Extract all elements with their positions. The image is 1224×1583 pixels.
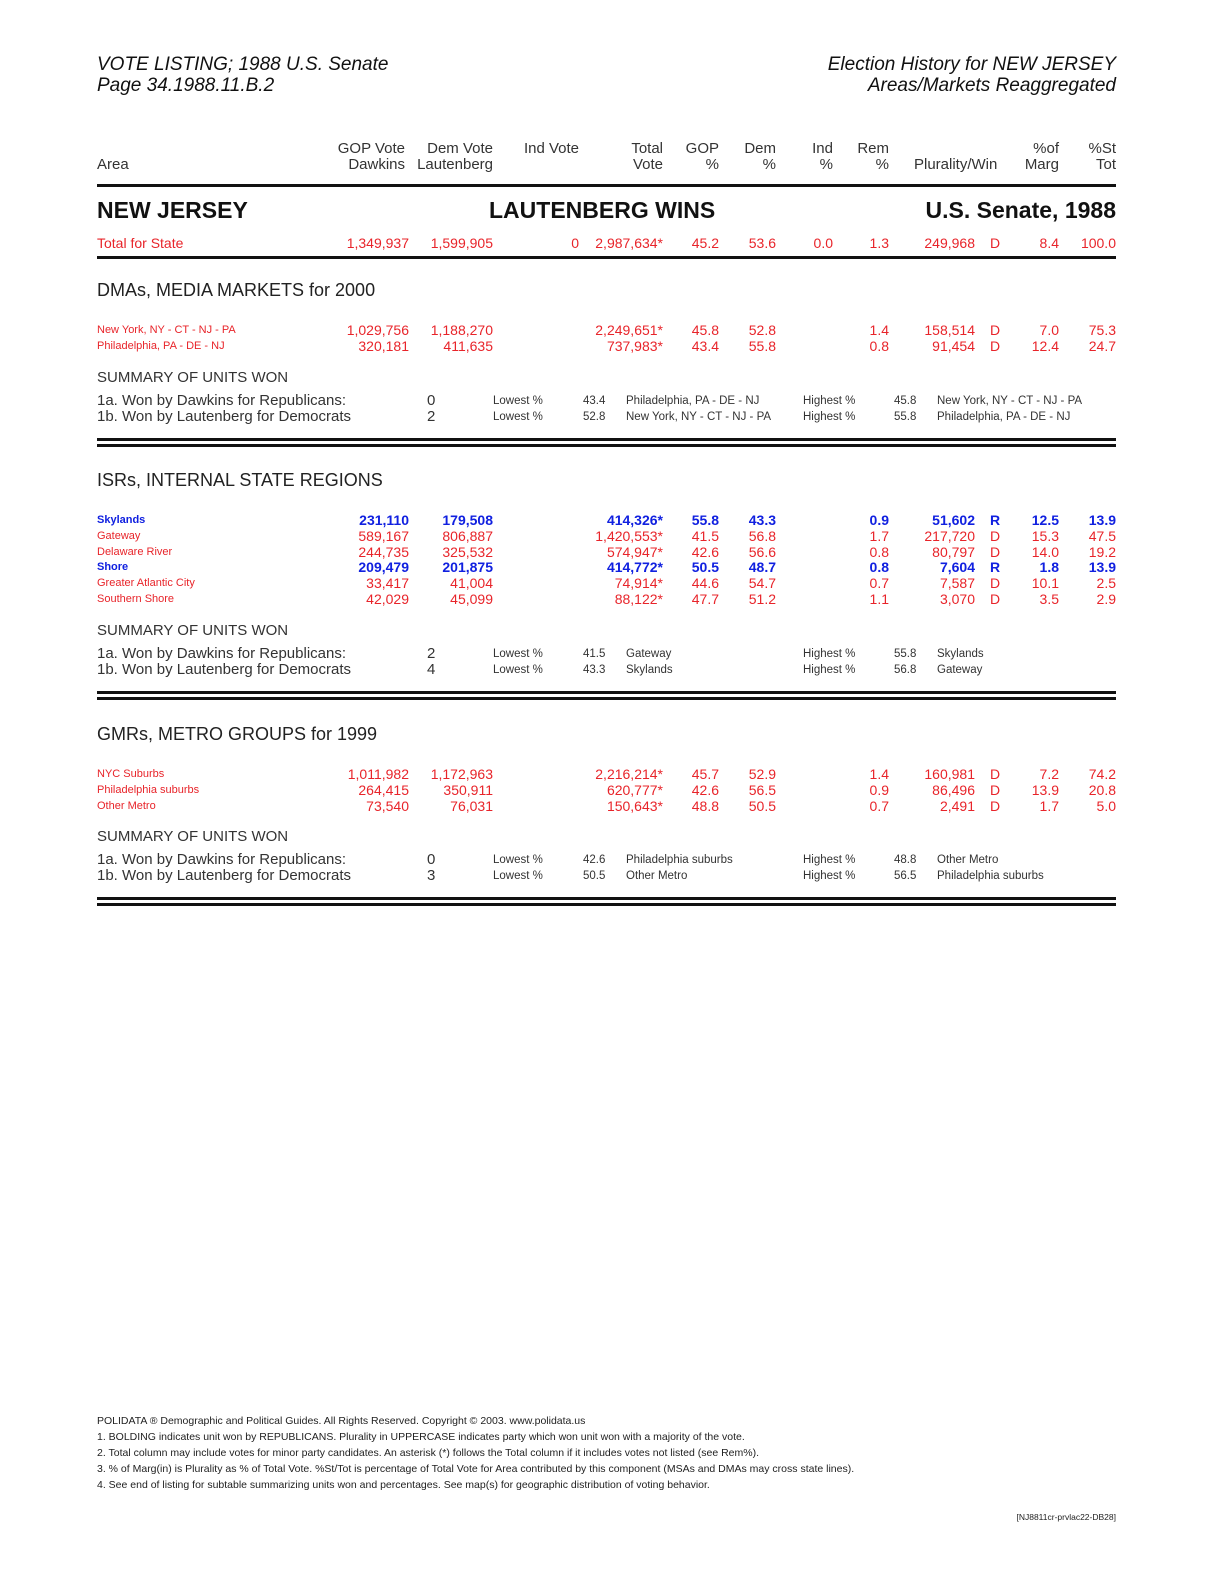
row-rem-pct: 1.3 (869, 235, 889, 251)
row-total: 2,249,651* (595, 322, 663, 338)
col-plurality: Plurality/Win (914, 156, 998, 173)
row-total: 620,777* (606, 781, 663, 798)
summary-label: 1a. Won by Dawkins for Republicans: (97, 644, 347, 662)
table-row (97, 576, 1116, 592)
row-total: 150,643* (606, 797, 663, 814)
row-gop-pct: 43.4 (691, 337, 719, 354)
report-title: VOTE LISTING; 1988 U.S. Senate (97, 54, 389, 75)
row-ind-vote: 0 (571, 235, 579, 251)
row-gop-pct: 41.5 (691, 527, 719, 544)
row-win: D (990, 235, 1001, 251)
row-dem-pct: 56.5 (748, 781, 776, 798)
row-area: NYC Suburbs (97, 768, 165, 780)
row-marg: 13.9 (1031, 781, 1059, 798)
row-gop-pct: 45.2 (691, 235, 719, 251)
row-plurality: 91,454 (932, 337, 975, 354)
row-gop-pct: 42.6 (691, 781, 719, 798)
header-left (97, 54, 388, 96)
section-title: ISRs, INTERNAL STATE REGIONS (97, 470, 383, 490)
summary-highest-value: 45.8 (894, 394, 917, 407)
row-plurality: 158,514 (924, 322, 975, 338)
row-plurality: 160,981 (924, 766, 975, 782)
row-gop: 42,029 (366, 591, 409, 607)
row-area: Philadelphia suburbs (97, 783, 200, 796)
row-dem-pct: 56.8 (748, 527, 776, 544)
table-row (97, 767, 1116, 783)
row-gop-pct: 55.8 (691, 512, 719, 528)
row-area: Shore (97, 561, 129, 574)
row-rem-pct: 1.4 (869, 322, 889, 338)
row-gop: 589,167 (358, 527, 409, 544)
row-dem: 1,188,270 (430, 322, 493, 338)
summary-count: 0 (427, 391, 436, 409)
summary-lowest-value: 43.4 (583, 394, 606, 407)
row-rem-pct: 0.7 (869, 797, 889, 814)
summary-count: 4 (427, 660, 436, 678)
summary-lowest-label: Lowest % (493, 647, 543, 660)
summary-lowest-area: Philadelphia suburbs (626, 854, 733, 867)
row-total: 574,947* (606, 543, 663, 560)
row-dem: 76,031 (450, 797, 493, 814)
row-win: R (990, 559, 1001, 576)
section-divider (97, 444, 1116, 447)
row-win: D (990, 322, 1001, 338)
summary-lowest-area: Gateway (626, 647, 672, 660)
row-plurality: 3,070 (939, 591, 975, 607)
row-gop: 73,540 (366, 797, 409, 814)
row-gop-vote: 1,349,937 (346, 235, 409, 251)
header-rule (97, 184, 1116, 187)
state-total-rule (97, 256, 1116, 259)
row-dem: 41,004 (450, 575, 493, 592)
row-gop-pct: 50.5 (691, 559, 719, 576)
row-dem-pct: 56.6 (748, 543, 776, 560)
row-dem: 45,099 (450, 591, 493, 607)
row-rem-pct: 1.7 (869, 527, 889, 544)
summary-highest-area: Philadelphia suburbs (937, 870, 1044, 883)
row-tot: 19.2 (1088, 543, 1116, 560)
row-win: D (990, 797, 1001, 814)
footer-note-1: 1. BOLDING indicates unit won by REPUBLICANS. Plurality in UPPERCASE indicates party which won unit won with a majority of the vote. (97, 1431, 745, 1443)
col-gop-pct: GOP % (685, 140, 719, 173)
summary-lowest-value: 52.8 (583, 410, 606, 423)
row-tot: 2.9 (1096, 591, 1116, 607)
areas-subtitle: Areas/Markets Reaggregated (867, 75, 1116, 96)
banner-state: NEW JERSEY (97, 197, 248, 223)
summary-highest-label: Highest % (803, 870, 856, 883)
row-area: Gateway (97, 529, 141, 542)
row-win: R (990, 512, 1001, 528)
summary-lowest-label: Lowest % (493, 663, 543, 676)
row-rem-pct: 1.4 (869, 766, 889, 782)
row-gop-pct: 48.8 (691, 797, 719, 814)
summary-highest-value: 55.8 (894, 647, 917, 660)
state-history-title: Election History for NEW JERSEY (827, 54, 1116, 75)
row-marg: 1.7 (1039, 797, 1059, 814)
summary-lowest-label: Lowest % (493, 870, 543, 883)
row-dem: 411,635 (443, 337, 493, 354)
row-dem-vote: 1,599,905 (430, 235, 493, 251)
row-dem-pct: 52.8 (748, 322, 776, 338)
summary-title: SUMMARY OF UNITS WON (97, 828, 289, 846)
row-dem-pct: 53.6 (748, 235, 776, 251)
col-gop-vote: GOP Vote Dawkins (337, 140, 405, 173)
row-dem-pct: 51.2 (748, 591, 776, 607)
row-plurality: 7,604 (939, 559, 975, 576)
row-area: Delaware River (97, 545, 173, 558)
state-total-row (97, 236, 1116, 252)
summary-highest-label: Highest % (803, 647, 856, 660)
table-row (97, 545, 1116, 561)
footer-code: [NJ8811cr-prvlac22-DB28] (1016, 1512, 1116, 1522)
summary-highest-value: 56.8 (894, 663, 917, 676)
row-dem-pct: 52.9 (748, 766, 776, 782)
column-headers (97, 141, 1116, 181)
footer-note-3: 3. % of Marg(in) is Plurality as % of Total Vote. %St/Tot is percentage of Total Vote for Area contributed by this component (MSAs and DMAs may cross state lines). (97, 1463, 855, 1475)
row-tot: 5.0 (1096, 797, 1116, 814)
row-area: Total for State (97, 235, 184, 251)
row-tot: 13.9 (1088, 559, 1116, 576)
section-title: DMAs, MEDIA MARKETS for 2000 (97, 280, 376, 300)
summary-lowest-value: 41.5 (583, 647, 606, 660)
row-dem-pct: 43.3 (748, 512, 776, 528)
row-total: 414,326* (606, 512, 663, 528)
row-dem: 806,887 (442, 527, 493, 544)
row-total: 414,772* (606, 559, 663, 576)
row-total: 737,983* (606, 337, 663, 354)
summary-lowest-area: Other Metro (626, 870, 688, 883)
row-tot: 24.7 (1088, 337, 1116, 354)
row-win: D (990, 337, 1001, 354)
summary-highest-area: Skylands (937, 647, 984, 660)
row-rem-pct: 0.8 (869, 543, 889, 560)
row-plurality: 249,968 (924, 235, 975, 251)
summary-lowest-label: Lowest % (493, 394, 543, 407)
table-row (97, 592, 1116, 608)
summary-label: 1b. Won by Lautenberg for Democrats (97, 407, 352, 425)
row-dem-pct: 55.8 (748, 337, 776, 354)
row-dem: 179,508 (442, 512, 493, 528)
summary-label: 1b. Won by Lautenberg for Democrats (97, 867, 352, 885)
row-ind-pct: 0.0 (813, 235, 833, 251)
row-gop-pct: 44.6 (691, 575, 719, 592)
banner-race: U.S. Senate, 1988 (925, 197, 1116, 223)
summary-label: 1b. Won by Lautenberg for Democrats (97, 660, 352, 678)
table-row (97, 513, 1116, 529)
row-rem-pct: 0.8 (869, 337, 889, 354)
col-ind-vote: Ind Vote (523, 140, 579, 157)
row-gop: 231,110 (359, 512, 409, 528)
col-rem-pct: Rem % (857, 140, 889, 173)
col-marg: %of Marg (1024, 140, 1059, 173)
summary-lowest-value: 42.6 (583, 854, 606, 867)
row-tot: 74.2 (1088, 766, 1116, 782)
row-rem-pct: 1.1 (869, 591, 889, 607)
row-gop: 264,415 (358, 781, 409, 798)
row-gop: 320,181 (358, 337, 409, 354)
row-gop-pct: 47.7 (691, 591, 719, 607)
row-win: D (990, 575, 1001, 592)
col-dem-pct: Dem % (744, 140, 776, 173)
summary-highest-value: 56.5 (894, 870, 917, 883)
summary-label: 1a. Won by Dawkins for Republicans: (97, 391, 347, 409)
row-total-vote: 2,987,634* (595, 235, 663, 251)
row-total: 74,914* (614, 575, 663, 592)
row-gop-pct: 45.8 (691, 322, 719, 338)
row-rem-pct: 0.8 (869, 559, 889, 576)
row-area: Greater Atlantic City (97, 577, 195, 590)
summary-count: 2 (427, 644, 436, 662)
summary-lowest-label: Lowest % (493, 410, 543, 423)
row-win: D (990, 591, 1001, 607)
banner-winner: LAUTENBERG WINS (489, 197, 716, 223)
row-tot: 75.3 (1088, 322, 1116, 338)
row-area: Southern Shore (97, 593, 175, 605)
row-marg: 7.2 (1039, 766, 1059, 782)
row-plurality: 217,720 (924, 527, 975, 544)
row-marg: 10.1 (1031, 575, 1059, 592)
row-area: Philadelphia, PA - DE - NJ (97, 339, 225, 352)
row-win: D (990, 781, 1001, 798)
col-dem-vote: Dem Vote Lautenberg (417, 140, 493, 173)
section-divider (97, 691, 1116, 694)
row-dem: 350,911 (443, 781, 493, 798)
col-ind-pct: Ind % (812, 140, 833, 173)
summary-title: SUMMARY OF UNITS WON (97, 368, 289, 386)
row-rem-pct: 0.7 (869, 575, 889, 592)
row-marg: 1.8 (1039, 559, 1059, 576)
row-tot: 13.9 (1088, 512, 1116, 528)
row-win: D (990, 527, 1001, 544)
footer-note-4: 4. See end of listing for subtable summarizing units won and percentages. See map(s) for geographic distribution of voting behavior. (97, 1479, 710, 1491)
row-dem-pct: 48.7 (748, 559, 776, 576)
summary-highest-label: Highest % (803, 410, 856, 423)
table-row (97, 560, 1116, 576)
row-marg: 12.5 (1031, 512, 1059, 528)
row-dem: 1,172,963 (430, 766, 493, 782)
row-gop: 1,029,756 (346, 322, 409, 338)
row-gop: 33,417 (366, 575, 409, 592)
header-right (828, 54, 1116, 96)
row-marg: 7.0 (1039, 322, 1059, 338)
summary-highest-label: Highest % (803, 394, 856, 407)
row-total: 2,216,214* (595, 766, 663, 782)
col-area: Area (97, 156, 129, 173)
row-win: D (990, 543, 1001, 560)
row-plurality: 2,491 (939, 797, 975, 814)
page-number: Page 34.1988.11.B.2 (97, 75, 275, 96)
row-plurality: 51,602 (932, 512, 975, 528)
section-divider (97, 903, 1116, 906)
summary-highest-area: Other Metro (937, 854, 999, 867)
summary-lowest-area: Philadelphia, PA - DE - NJ (626, 394, 760, 407)
summary-count: 2 (427, 407, 436, 425)
row-dem: 201,875 (442, 559, 493, 576)
row-gop-pct: 45.7 (691, 766, 719, 782)
row-marg: 8.4 (1039, 235, 1059, 251)
footer-note-2: 2. Total column may include votes for minor party candidates. An asterisk (*) follows the Total column if it includes votes not listed (see Rem%). (97, 1447, 759, 1459)
summary-count: 3 (427, 867, 436, 885)
section-title: GMRs, METRO GROUPS for 1999 (97, 724, 378, 744)
summary-lowest-value: 50.5 (583, 870, 606, 883)
summary-highest-area: New York, NY - CT - NJ - PA (937, 394, 1083, 407)
summary-lowest-label: Lowest % (493, 854, 543, 867)
summary-highest-label: Highest % (803, 663, 856, 676)
section-divider (97, 697, 1116, 700)
row-gop: 209,479 (358, 559, 409, 576)
row-tot: 100.0 (1080, 235, 1116, 251)
section-divider (97, 897, 1116, 900)
row-total: 88,122* (614, 591, 663, 607)
row-tot: 2.5 (1096, 575, 1116, 592)
row-rem-pct: 0.9 (869, 512, 889, 528)
row-gop: 1,011,982 (347, 766, 409, 782)
summary-highest-label: Highest % (803, 854, 856, 867)
footer-notes (97, 1413, 854, 1493)
col-tot: %St Tot (1088, 140, 1116, 173)
row-dem-pct: 54.7 (748, 575, 776, 592)
summary-highest-area: Gateway (937, 663, 983, 676)
row-tot: 47.5 (1088, 527, 1116, 544)
table-row (97, 339, 1116, 355)
summary-count: 0 (427, 851, 436, 869)
row-dem-pct: 50.5 (748, 797, 776, 814)
row-area: Other Metro (97, 799, 156, 812)
row-total: 1,420,553* (595, 527, 663, 544)
summary-highest-value: 48.8 (894, 854, 917, 867)
row-tot: 20.8 (1088, 781, 1116, 798)
summary-highest-value: 55.8 (894, 410, 917, 423)
row-marg: 14.0 (1031, 543, 1059, 560)
summary-lowest-area: Skylands (626, 663, 673, 676)
table-row (97, 529, 1116, 545)
summary-highest-area: Philadelphia, PA - DE - NJ (937, 410, 1071, 423)
row-marg: 15.3 (1031, 527, 1059, 544)
row-marg: 3.5 (1039, 591, 1059, 607)
row-plurality: 86,496 (932, 781, 975, 798)
row-area: New York, NY - CT - NJ - PA (97, 324, 236, 336)
table-row (97, 783, 1116, 799)
section-divider (97, 438, 1116, 441)
table-row (97, 323, 1116, 339)
row-gop: 244,735 (358, 543, 409, 560)
summary-lowest-area: New York, NY - CT - NJ - PA (626, 410, 772, 423)
row-plurality: 80,797 (932, 543, 975, 560)
row-area: Skylands (97, 514, 146, 526)
row-marg: 12.4 (1031, 337, 1059, 354)
row-gop-pct: 42.6 (691, 543, 719, 560)
row-rem-pct: 0.9 (869, 781, 889, 798)
footer-copyright: POLIDATA ® Demographic and Political Guides. All Rights Reserved. Copyright © 2003. www.polidata.us (97, 1415, 586, 1427)
row-win: D (990, 766, 1001, 782)
row-dem: 325,532 (442, 543, 493, 560)
summary-label: 1a. Won by Dawkins for Republicans: (97, 851, 347, 869)
row-plurality: 7,587 (939, 575, 975, 592)
table-row (97, 799, 1116, 815)
summary-title: SUMMARY OF UNITS WON (97, 621, 289, 639)
col-total-vote: Total Vote (631, 140, 663, 173)
summary-lowest-value: 43.3 (583, 663, 606, 676)
